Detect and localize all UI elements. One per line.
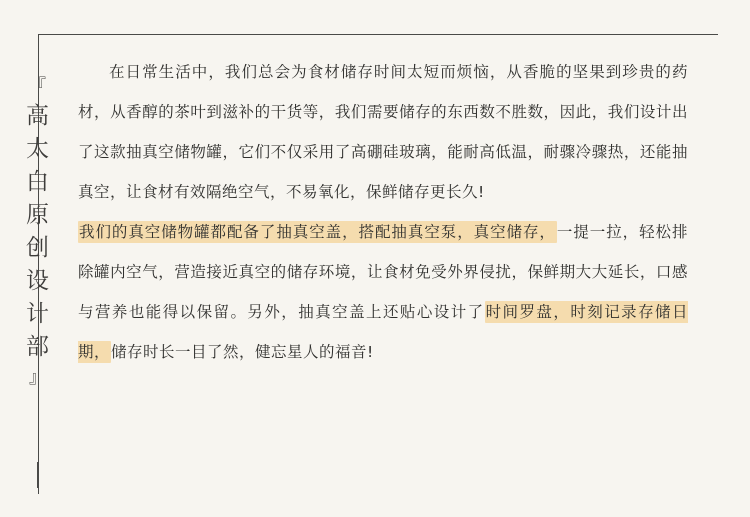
- vertical-title-char-7: 部: [26, 334, 50, 360]
- vertical-title: [16, 76, 60, 388]
- vertical-title-close-mark: 』: [29, 368, 47, 388]
- frame-top-rule: [38, 34, 718, 35]
- paragraph-features: [78, 212, 688, 372]
- vertical-title-bottom-rule: [37, 462, 38, 488]
- vertical-title-char-0: 高: [26, 103, 50, 129]
- paragraph-features-text-1: 一提一拉，轻松排除罐内空气，营造接近真空的储存环境，让食材免受外界侵扰，保鲜期大大延长，口感与营养也能得以保留。另外，抽真空盖上还贴心设计了: [78, 223, 688, 321]
- vertical-title-open-mark: 『: [29, 76, 47, 96]
- paragraph-features-text-2: 储存时长一目了然，健忘星人的福音!: [111, 343, 374, 361]
- highlight-time-compass: 时间罗盘，时刻记录存储日期，: [78, 303, 688, 361]
- vertical-title-char-3: 原: [26, 202, 50, 228]
- vertical-title-char-4: 创: [26, 235, 50, 261]
- vertical-title-char-2: 白: [26, 169, 50, 195]
- highlight-vacuum-lid: 我们的真空储物罐都配备了抽真空盖，搭配抽真空泵，真空储存，: [79, 223, 556, 241]
- vertical-title-char-6: 计: [26, 301, 50, 327]
- paragraph-intro: [78, 52, 688, 212]
- paragraph-intro-text: 在日常生活中，我们总会为食材储存时间太短而烦恼，从香脆的坚果到珍贵的药材，从香醇的茶叶到滋补的干货等，我们需要储存的东西数不胜数，因此，我们设计出了这款抽真空储物罐，它们不仅采用了高硼硅玻璃，能耐高低温，耐骤冷骤热，还能抽真空，让食材有效隔绝空气，不易氧化，保鲜储存更长久!: [78, 63, 688, 201]
- vertical-title-char-5: 设: [26, 268, 50, 294]
- vertical-title-char-1: 太: [26, 136, 50, 162]
- document-body: [78, 52, 688, 372]
